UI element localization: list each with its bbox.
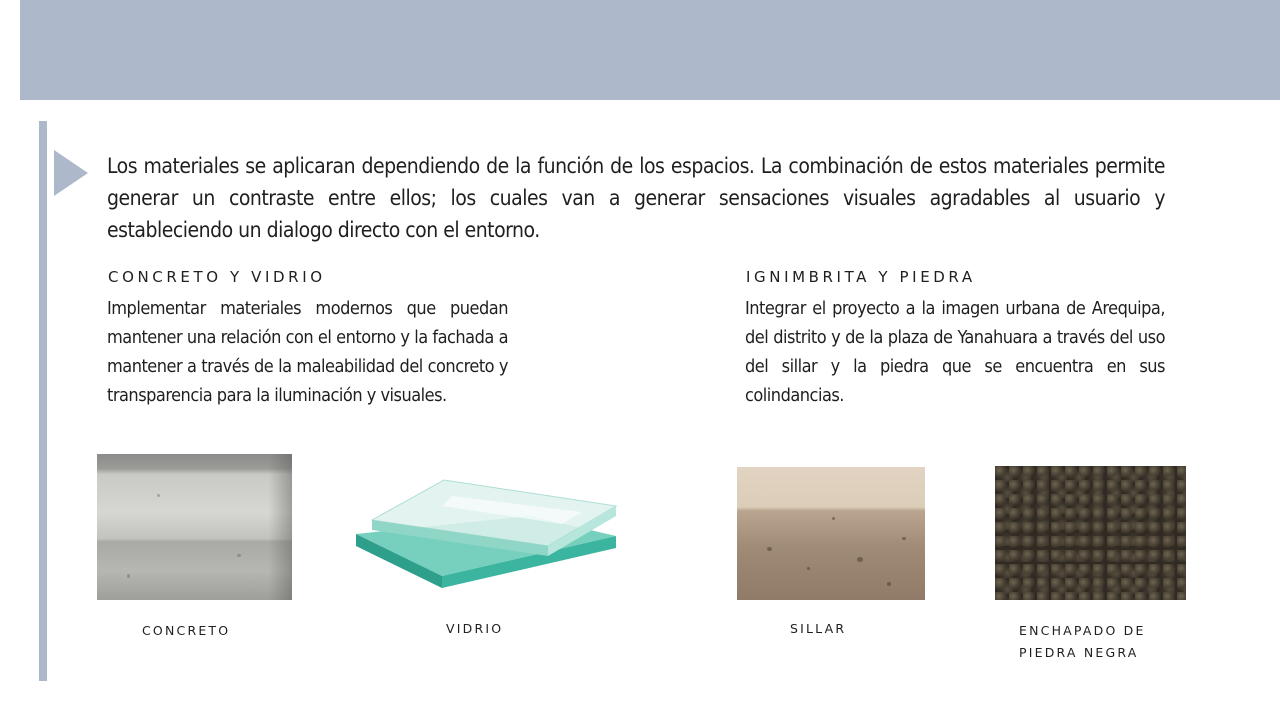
section-text-ignimbrita-piedra: Integrar el proyecto a la imagen urbana de Arequipa, del distrito y de la plaza de Yanahuara a través del uso del sillar y la piedra que se encuentra en sus colindancias. — [745, 298, 1165, 406]
black-stone-cladding-image — [995, 466, 1186, 600]
caption-enchapado-piedra-negra: ENCHAPADO DE PIEDRA NEGRA — [1019, 623, 1146, 660]
header-band — [20, 0, 1280, 100]
sillar-stone-image — [737, 467, 925, 600]
intro-paragraph: Los materiales se aplicaran dependiendo de la función de los espacios. La combinación de estos materiales permite generar un contraste entre ellos; los cuales van a generar sensaciones visuales agradables al usuario y estableciendo un dialogo directo con el entorno. — [107, 154, 1165, 242]
concrete-block-image — [97, 454, 292, 600]
section-title-ignimbrita-piedra: IGNIMBRITA Y PIEDRA — [746, 268, 976, 286]
caption-vidrio: VIDRIO — [446, 621, 504, 636]
section-title-concreto-vidrio: CONCRETO Y VIDRIO — [108, 268, 326, 286]
caption-concreto: CONCRETO — [142, 623, 231, 638]
section-text-concreto-vidrio: Implementar materiales modernos que puedan mantener una relación con el entorno y la fachada a mantener a través de la maleabilidad del concreto y transparencia para la iluminación y visuales. — [107, 298, 508, 406]
bullet-arrow-icon — [54, 150, 88, 196]
glass-panes-image — [352, 476, 620, 592]
caption-sillar: SILLAR — [790, 621, 847, 636]
left-accent-rule — [39, 121, 47, 681]
